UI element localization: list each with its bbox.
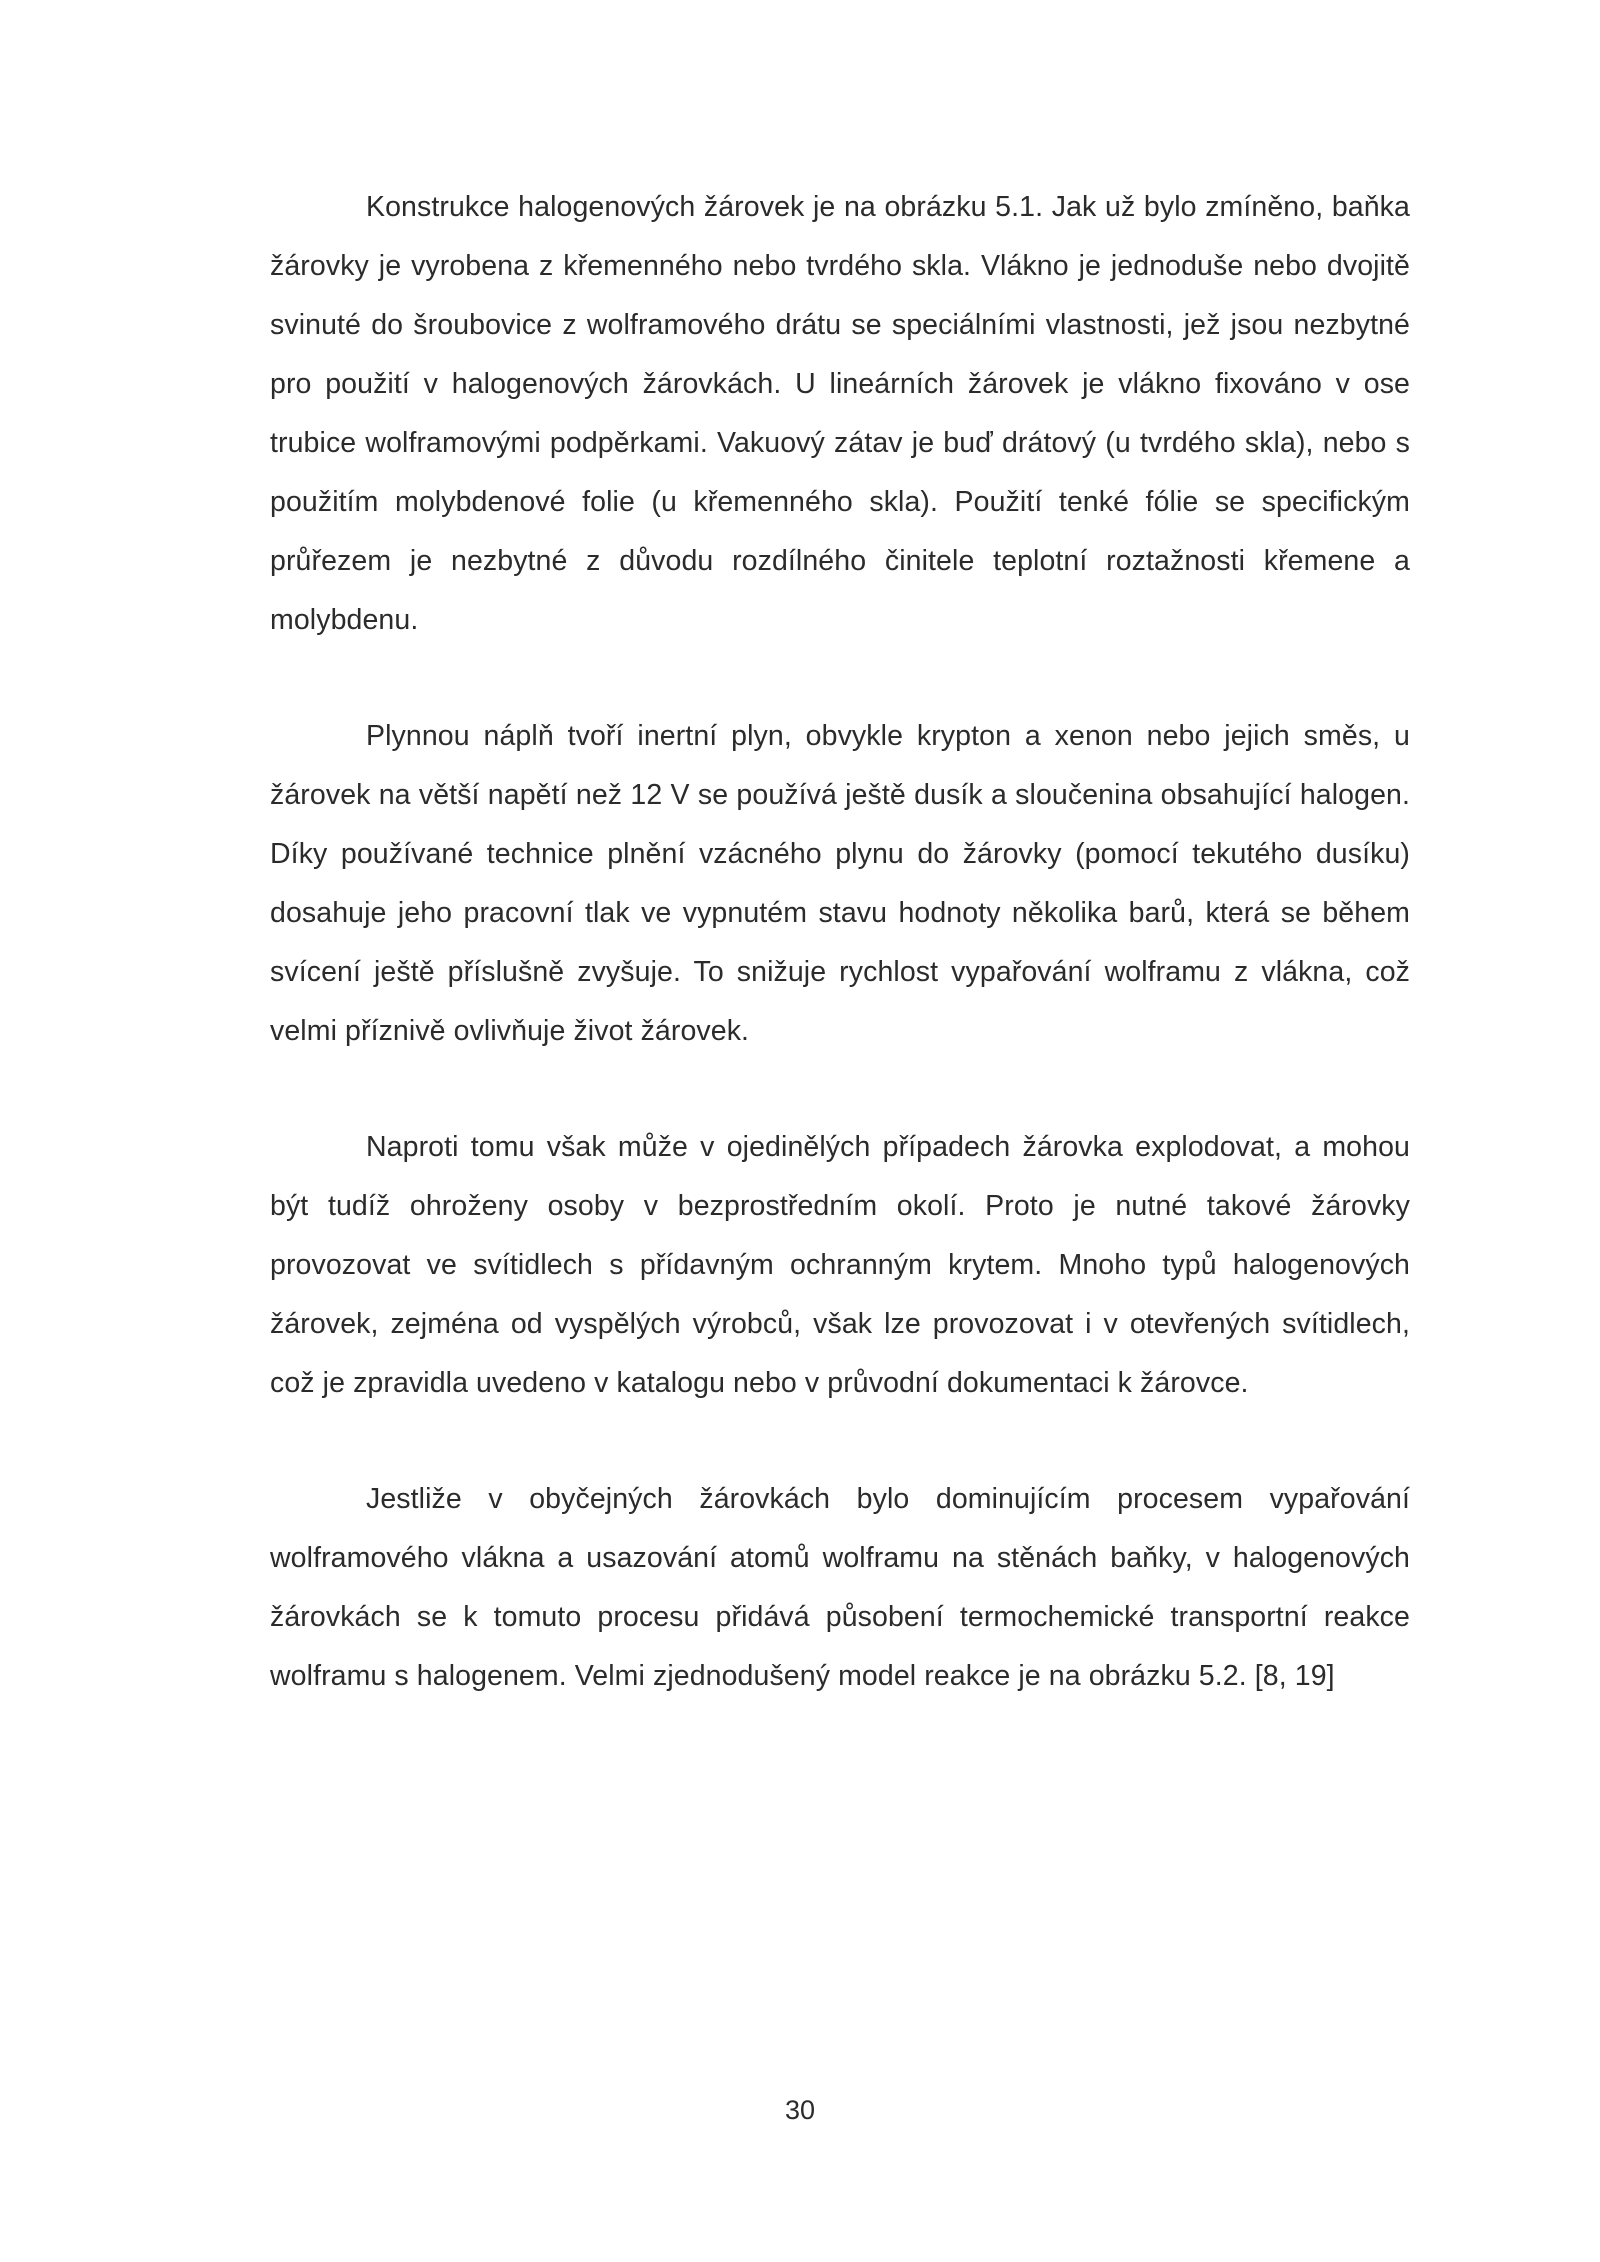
paragraph-4: Jestliže v obyčejných žárovkách bylo dominujícím procesem vypařování wolframového vlákna a usazování atomů wolframu na stěnách baňky, v halogenových žárovkách se k tomuto procesu přidává působení termochemické transportní reakce wolframu s halogenem. Velmi zjednodušený model reakce je na obrázku 5.2. [8, 19] xyxy=(270,1483,1410,1692)
document-body xyxy=(270,178,1410,1706)
paragraph-3: Naproti tomu však může v ojedinělých případech žárovka explodovat, a mohou být tudíž ohroženy osoby v bezprostředním okolí. Proto je nutné takové žárovky provozovat ve svítidlech s přídavným ochranným krytem. Mnoho typů halogenových žárovek, zejména od vyspělých výrobců, však lze provozovat i v otevřených svítidlech, což je zpravidla uvedeno v katalogu nebo v průvodní dokumentaci k žárovce. xyxy=(270,1131,1410,1399)
paragraph-1: Konstrukce halogenových žárovek je na obrázku 5.1. Jak už bylo zmíněno, baňka žárovky je vyrobena z křemenného nebo tvrdého skla. Vlákno je jednoduše nebo dvojitě svinuté do šroubovice z wolframového drátu se speciálními vlastnosti, jež jsou nezbytné pro použití v halogenových žárovkách. U lineárních žárovek je vlákno fixováno v ose trubice wolframovými podpěrkami. Vakuový zátav je buď drátový (u tvrdého skla), nebo s použitím molybdenové folie (u křemenného skla). Použití tenké fólie se specifickým průřezem je nezbytné z důvodu rozdílného činitele teplotní roztažnosti křemene a molybdenu. xyxy=(270,191,1410,636)
paragraph-2: Plynnou náplň tvoří inertní plyn, obvykle krypton a xenon nebo jejich směs, u žárovek na větší napětí než 12 V se používá ještě dusík a sloučenina obsahující halogen. Díky používané technice plnění vzácného plynu do žárovky (pomocí tekutého dusíku) dosahuje jeho pracovní tlak ve vypnutém stavu hodnoty několika barů, která se během svícení ještě příslušně zvyšuje. To snižuje rychlost vypařování wolframu z vlákna, což velmi příznivě ovlivňuje život žárovek. xyxy=(270,720,1410,1047)
page-number: 30 xyxy=(784,2095,816,2125)
